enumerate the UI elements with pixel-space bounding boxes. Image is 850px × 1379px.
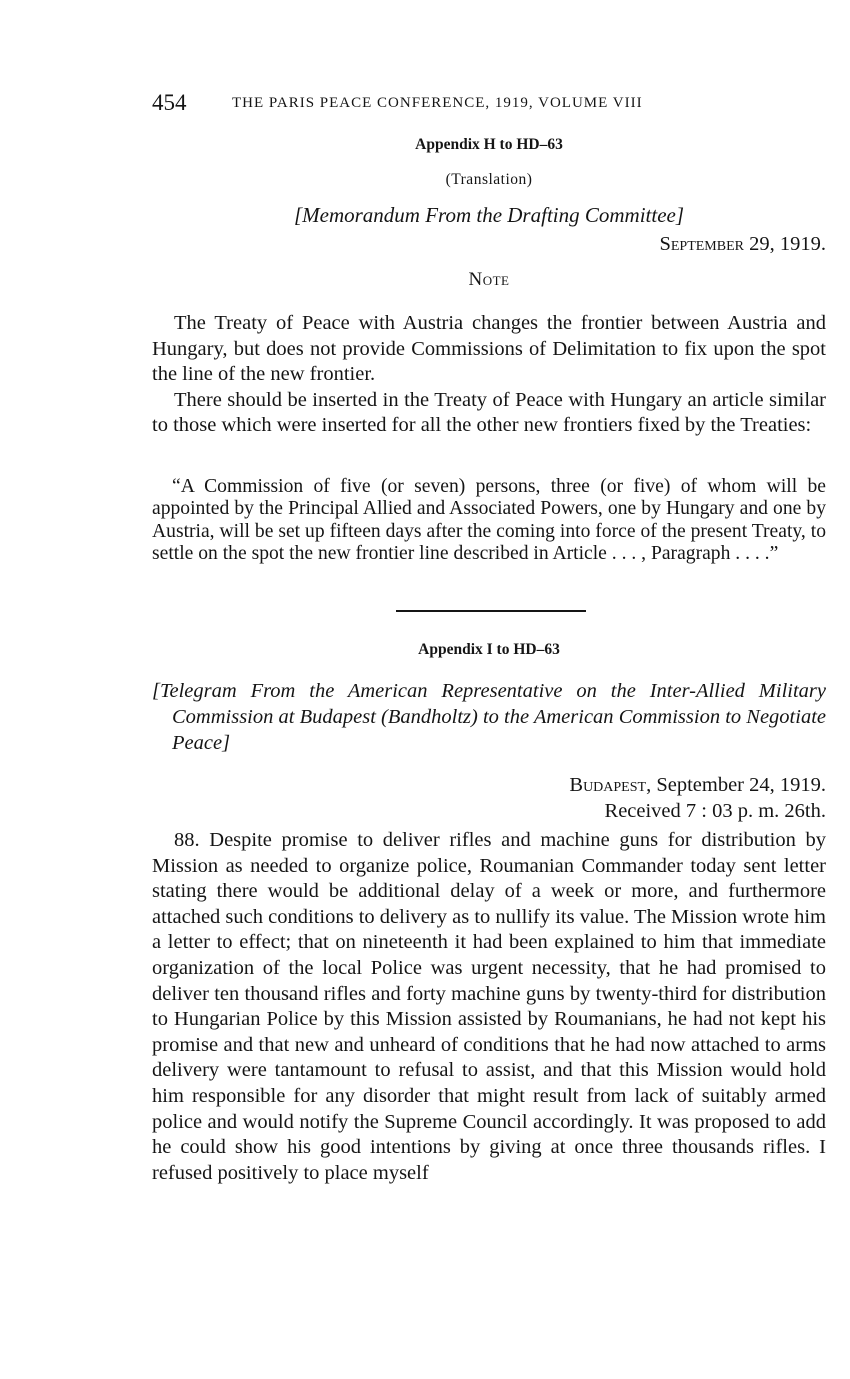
telegram-place: Budapest <box>569 774 647 796</box>
paragraph: There should be inserted in the Treaty of Peace with Hungary an article similar to those which were inserted for all the other new frontiers fixed by the Treaties: <box>152 388 826 437</box>
translation-note: (Translation) <box>445 171 533 188</box>
telegram-body <box>152 828 826 1186</box>
telegram-date: , September 24, 1919. <box>646 774 826 796</box>
page-number: 454 <box>152 90 187 115</box>
appendix-h-body <box>152 311 826 439</box>
note-heading: Note <box>468 269 510 290</box>
memo-date-rest: 29, 1919. <box>744 233 826 255</box>
commission-quote: “A Commission of five (or seven) persons, three (or five) of whom will be appointed by the Principal Allied and Associated Powers, one by Hungary and one by Austria, will be set up fifteen days after the coming into force of the present Treaty, to settle on the spot the new frontier line described in Article . . . , Paragraph . . . .” <box>152 476 826 565</box>
memo-date-month: September <box>659 233 744 255</box>
memo-heading: [Memorandum From the Drafting Committee] <box>293 203 685 227</box>
running-title: THE PARIS PEACE CONFERENCE, 1919, VOLUME VIII <box>232 95 643 111</box>
memo-date <box>152 233 826 256</box>
paragraph: The Treaty of Peace with Austria changes the frontier between Austria and Hungary, but does not provide Commissions of Delimitation to fix upon the spot the line of the new frontier. <box>152 312 826 386</box>
section-divider <box>396 610 586 612</box>
appendix-h-title: Appendix H to HD–63 <box>415 136 563 153</box>
telegram-heading: [Telegram From the American Representative on the Inter-Allied Military Commission at Budapest (Bandholtz) to the American Commission to Negotiate Peace] <box>152 680 826 754</box>
running-header <box>152 90 832 120</box>
telegram-message: 88. Despite promise to deliver rifles and machine guns for distribution by Mission as needed to organize police, Roumanian Commander today sent letter stating there would be additional delay of a week or more, and furthermore attached such conditions to delivery as to nullify its value. The Mission wrote him a letter to effect; that on nineteenth it had been explained to him that immediate organization of the local Police was urgent necessity, that he had promised to deliver ten thousand rifles and forty machine guns by twenty-third for distribution to Hungarian Police by this Mission assisted by Roumanians, he had not kept his promise and that new and unheard of conditions that he had now attached to arms delivery were tantamount to refusal to assist, and that this Mission would hold him responsible for any disorder that might result from lack of suitably armed police and would notify the Supreme Council accordingly. It was proposed to add he could show his good intentions by giving at once three thousands rifles. I refused positively to place myself <box>152 829 826 1184</box>
appendix-i-title: Appendix I to HD–63 <box>418 641 560 658</box>
telegram-received: Received 7 : 03 p. m. 26th. <box>604 800 826 822</box>
telegram-dateline <box>152 774 826 797</box>
